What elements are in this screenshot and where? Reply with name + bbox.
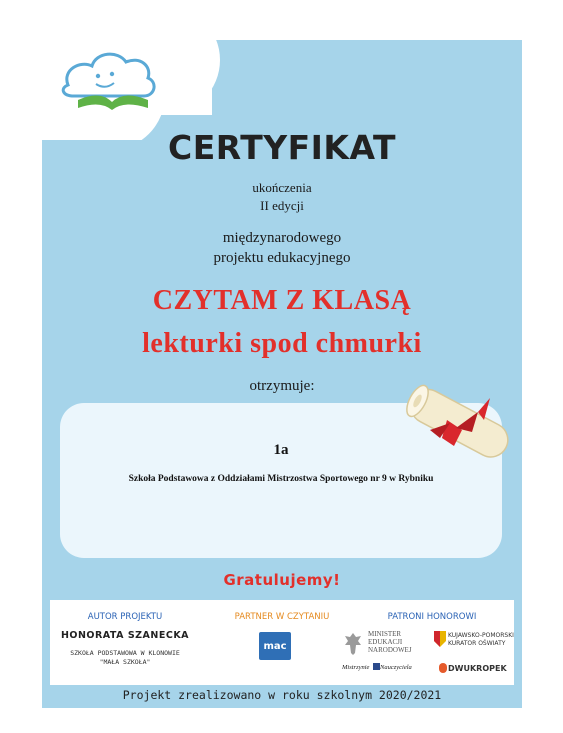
international-text: międzynarodowego <box>222 230 342 246</box>
kurator-logo-text <box>448 632 514 648</box>
eagle-emblem-icon <box>343 631 363 657</box>
minister-line1: MINISTER <box>368 630 402 638</box>
signature-mistrzynie: Mistrzynie <box>342 664 370 671</box>
receives-label: otrzymuje: <box>249 378 315 394</box>
author-school-name: "MAŁA SZKOŁA" <box>99 658 151 666</box>
partners-panel <box>50 600 514 685</box>
kurator-line2: KURATOR OŚWIATY <box>448 640 506 647</box>
dwukropek-logo: DWUKROPEK <box>448 664 507 673</box>
author-heading: AUTOR PROJEKTU <box>87 612 163 622</box>
project-subtitle: lekturki spod chmurki <box>142 328 422 359</box>
kurator-logo-icon <box>434 631 446 647</box>
minister-line2: EDUKACJI <box>368 638 403 646</box>
congratulations-text: Gratulujemy! <box>223 571 341 589</box>
mac-logo: mac <box>259 632 291 660</box>
patrons-heading: PATRONI HONOROWI <box>387 612 477 622</box>
dwukropek-logo-icon <box>439 663 447 673</box>
diploma-scroll-icon <box>392 368 527 478</box>
cloud-logo-icon <box>0 0 563 140</box>
certificate-title: CERTYFIKAT <box>168 128 396 167</box>
signature-nauczyciela: Nauczyciela <box>380 664 412 671</box>
minister-logo-text <box>368 630 412 654</box>
author-name: HONORATA SZANECKA <box>60 630 190 641</box>
author-school: SZKOŁA PODSTAWOWA W KLONOWIE <box>70 649 180 657</box>
partner-heading: PARTNER W CZYTANIU <box>234 612 330 622</box>
recipient-class: 1a <box>273 442 289 458</box>
completion-text: ukończenia <box>252 180 312 195</box>
edition-text: II edycji <box>260 198 304 213</box>
checkmark-icon <box>373 663 380 670</box>
project-type-text: projektu edukacyjnego <box>213 250 351 266</box>
project-name: CZYTAM Z KLASĄ <box>152 285 412 316</box>
recipient-school: Szkoła Podstawowa z Oddziałami Mistrzostwa Sportowego nr 9 w Rybniku <box>128 474 434 484</box>
minister-line3: NARODOWEJ <box>368 646 412 654</box>
kurator-line1: KUJAWSKO-POMORSKI <box>448 632 514 639</box>
footer-text: Projekt zrealizowano w roku szkolnym 2020/2021 <box>122 688 442 702</box>
